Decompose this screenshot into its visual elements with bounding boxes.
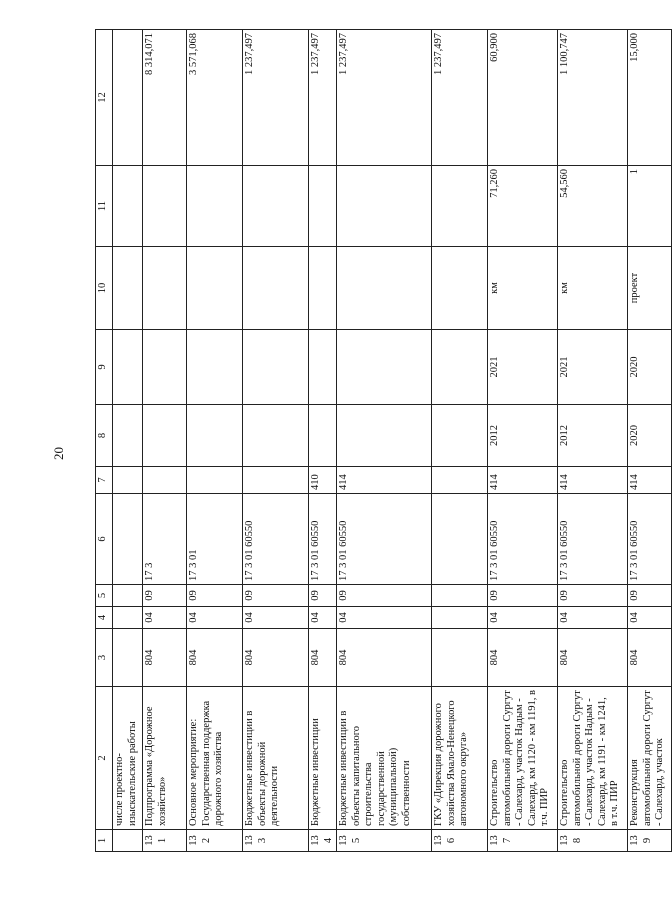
table-cell-c11: 71,260 <box>488 166 558 247</box>
table-cell-c3: 804 <box>243 629 309 687</box>
table-row <box>488 30 558 852</box>
table-cell-c7 <box>113 467 143 494</box>
budget-table <box>95 29 672 852</box>
table-cell-c2: Бюджетные инвестиции в объекты дорожной деятельности <box>243 687 309 830</box>
table-cell-c7: 414 <box>628 467 672 494</box>
table-cell-c3: 804 <box>309 629 337 687</box>
table-cell-c2: числе проектно-изыскательские работы <box>113 687 143 830</box>
page-number: 20 <box>51 447 66 460</box>
table-cell-c11: 54,560 <box>558 166 628 247</box>
table-row <box>628 30 672 852</box>
table-cell-c7: 414 <box>337 467 432 494</box>
table-cell-c1: 136 <box>432 830 488 852</box>
table-cell-c1: 132 <box>187 830 243 852</box>
table-row <box>113 30 143 852</box>
table-cell-c3: 804 <box>488 629 558 687</box>
table-cell-c7 <box>432 467 488 494</box>
column-header: 12 <box>96 30 113 166</box>
table-cell-c3: 804 <box>337 629 432 687</box>
table-cell-c6: 17 3 01 60550 <box>628 494 672 585</box>
table-cell-c4: 04 <box>187 607 243 629</box>
table-cell-c6: 17 3 01 60550 <box>243 494 309 585</box>
table-cell-c4: 04 <box>309 607 337 629</box>
table-cell-c10 <box>337 247 432 330</box>
table-cell-c1: 137 <box>488 830 558 852</box>
table-cell-c2: Бюджетные инвестиции в объекты капитального строительства государственной (муниципальной) собственности <box>337 687 432 830</box>
table-cell-c9 <box>337 330 432 405</box>
table-cell-c4: 04 <box>558 607 628 629</box>
table-cell-c1: 139 <box>628 830 672 852</box>
table-cell-c1: 135 <box>337 830 432 852</box>
table-cell-c3: 804 <box>187 629 243 687</box>
table-cell-c2: ГКУ «Дирекция дорожного хозяйства Ямало-Ненецкого автономного округа» <box>432 687 488 830</box>
column-header: 8 <box>96 405 113 467</box>
table-row <box>558 30 628 852</box>
table-row <box>309 30 337 852</box>
table-cell-c5: 09 <box>628 585 672 607</box>
table-cell-c7: 410 <box>309 467 337 494</box>
table-cell-c12 <box>113 30 143 166</box>
table-cell-c10: км <box>558 247 628 330</box>
table-cell-c11 <box>113 166 143 247</box>
table-cell-c4: 04 <box>143 607 187 629</box>
table-cell-c9: 2021 <box>558 330 628 405</box>
table-cell-c10 <box>432 247 488 330</box>
table-cell-c5: 09 <box>558 585 628 607</box>
table-cell-c8: 2012 <box>488 405 558 467</box>
table-cell-c6: 17 3 01 60550 <box>337 494 432 585</box>
table-cell-c6 <box>113 494 143 585</box>
table-cell-c5: 09 <box>243 585 309 607</box>
table-cell-c3: 804 <box>558 629 628 687</box>
table-wrapper <box>95 30 665 852</box>
table-cell-c8 <box>143 405 187 467</box>
column-header: 5 <box>96 585 113 607</box>
table-cell-c8 <box>243 405 309 467</box>
table-cell-c11 <box>187 166 243 247</box>
table-cell-c7 <box>243 467 309 494</box>
column-header: 4 <box>96 607 113 629</box>
table-cell-c2: Реконструкция автомобильной дороги Сургут - Салехард, участок <box>628 687 672 830</box>
column-header: 1 <box>96 830 113 852</box>
table-cell-c7 <box>143 467 187 494</box>
table-cell-c8: 2020 <box>628 405 672 467</box>
table-cell-c12: 3 571,068 <box>187 30 243 166</box>
table-cell-c9: 2020 <box>628 330 672 405</box>
table-row <box>143 30 187 852</box>
table-cell-c11 <box>243 166 309 247</box>
table-cell-c9 <box>243 330 309 405</box>
column-header: 2 <box>96 687 113 830</box>
table-cell-c12: 1 237,497 <box>309 30 337 166</box>
table-cell-c12: 1 100,747 <box>558 30 628 166</box>
table-row <box>187 30 243 852</box>
table-cell-c8 <box>432 405 488 467</box>
table-cell-c2: Основное мероприятие: Государственная поддержка дорожного хозяйства <box>187 687 243 830</box>
column-header: 9 <box>96 330 113 405</box>
table-cell-c1: 138 <box>558 830 628 852</box>
table-cell-c9 <box>187 330 243 405</box>
table-cell-c6: 17 3 01 60550 <box>488 494 558 585</box>
table-cell-c5: 09 <box>337 585 432 607</box>
table-cell-c2: Подпрограмма «Дорожное хозяйство» <box>143 687 187 830</box>
table-row <box>432 30 488 852</box>
table-cell-c12: 1 237,497 <box>432 30 488 166</box>
table-cell-c10 <box>113 247 143 330</box>
table-cell-c10: проект <box>628 247 672 330</box>
table-cell-c6 <box>432 494 488 585</box>
table-cell-c8 <box>309 405 337 467</box>
table-cell-c8 <box>113 405 143 467</box>
table-cell-c10 <box>309 247 337 330</box>
table-cell-c11 <box>337 166 432 247</box>
table-cell-c4 <box>113 607 143 629</box>
table-cell-c4: 04 <box>243 607 309 629</box>
table-cell-c1: 133 <box>243 830 309 852</box>
table-cell-c2: Бюджетные инвестиции <box>309 687 337 830</box>
table-cell-c1 <box>113 830 143 852</box>
table-cell-c8: 2012 <box>558 405 628 467</box>
table-cell-c8 <box>337 405 432 467</box>
table-cell-c7: 414 <box>488 467 558 494</box>
table-cell-c7: 414 <box>558 467 628 494</box>
table-cell-c9 <box>432 330 488 405</box>
table-cell-c12: 60,900 <box>488 30 558 166</box>
column-header: 7 <box>96 467 113 494</box>
table-cell-c12: 8 314,071 <box>143 30 187 166</box>
table-cell-c9 <box>309 330 337 405</box>
table-cell-c6: 17 3 01 <box>187 494 243 585</box>
table-cell-c9 <box>143 330 187 405</box>
table-cell-c1: 134 <box>309 830 337 852</box>
table-cell-c5: 09 <box>488 585 558 607</box>
table-cell-c5: 09 <box>143 585 187 607</box>
table-cell-c1: 131 <box>143 830 187 852</box>
table-cell-c5: 09 <box>187 585 243 607</box>
table-cell-c2: Строительство автомобильной дороги Сургут - Салехард, участок Надым - Салехард, км 1120 - км 1191, в т.ч. ПИР <box>488 687 558 830</box>
table-row <box>243 30 309 852</box>
table-cell-c11: 1 <box>628 166 672 247</box>
column-header: 11 <box>96 166 113 247</box>
table-cell-c3: 804 <box>628 629 672 687</box>
table-cell-c4 <box>432 607 488 629</box>
header-row <box>96 30 113 852</box>
table-cell-c4: 04 <box>628 607 672 629</box>
column-header: 3 <box>96 629 113 687</box>
table-cell-c12: 1 237,497 <box>337 30 432 166</box>
table-cell-c6: 17 3 01 60550 <box>309 494 337 585</box>
table-cell-c2: Строительство автомобильной дороги Сургут - Салехард, участок Надым - Салехард, км 1191 - км 1241, в т.ч. ПИР <box>558 687 628 830</box>
table-cell-c5: 09 <box>309 585 337 607</box>
table-cell-c6: 17 3 <box>143 494 187 585</box>
table-cell-c10: км <box>488 247 558 330</box>
table-cell-c10 <box>187 247 243 330</box>
table-cell-c11 <box>309 166 337 247</box>
table-cell-c11 <box>432 166 488 247</box>
table-cell-c3 <box>113 629 143 687</box>
table-cell-c9 <box>113 330 143 405</box>
table-cell-c10 <box>143 247 187 330</box>
column-header: 10 <box>96 247 113 330</box>
table-cell-c3: 804 <box>143 629 187 687</box>
table-cell-c12: 1 237,497 <box>243 30 309 166</box>
table-cell-c10 <box>243 247 309 330</box>
table-cell-c6: 17 3 01 60550 <box>558 494 628 585</box>
table-cell-c12: 15,000 <box>628 30 672 166</box>
table-cell-c8 <box>187 405 243 467</box>
table-cell-c5 <box>113 585 143 607</box>
table-body <box>96 30 672 852</box>
table-cell-c3 <box>432 629 488 687</box>
column-header: 6 <box>96 494 113 585</box>
table-cell-c5 <box>432 585 488 607</box>
table-cell-c11 <box>143 166 187 247</box>
table-cell-c9: 2021 <box>488 330 558 405</box>
table-row <box>337 30 432 852</box>
table-cell-c4: 04 <box>488 607 558 629</box>
table-cell-c4: 04 <box>337 607 432 629</box>
table-cell-c7 <box>187 467 243 494</box>
